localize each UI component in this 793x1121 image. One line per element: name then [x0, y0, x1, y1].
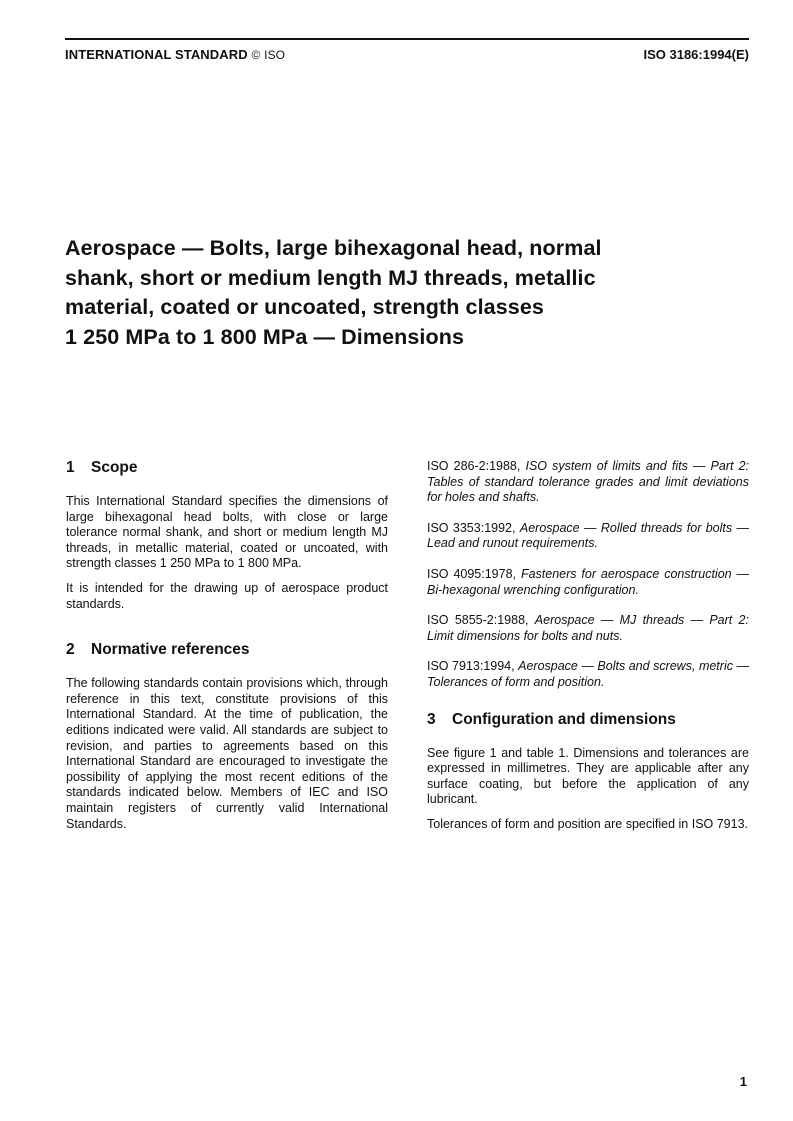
title-line: Aerospace — Bolts, large bihexagonal head, normal [65, 236, 602, 260]
reference-code: ISO 5855-2:1988, [427, 613, 529, 628]
reference-code: ISO 286-2:1988, [427, 459, 521, 473]
reference-title: Aerospace — MJ threads — Part 2: Limit dimensions for bolts and nuts. [427, 613, 749, 643]
header-rule [65, 38, 749, 40]
reference-code: ISO 3353:1992, [427, 520, 516, 535]
copyright-symbol: © [251, 48, 261, 62]
configuration-paragraph: Tolerances of form and position are specified in ISO 7913. [427, 816, 749, 831]
right-column [427, 459, 749, 842]
left-column [66, 458, 388, 841]
standard-type: INTERNATIONAL STANDARD [65, 47, 248, 62]
reference-item [427, 567, 749, 598]
reference-title: Aerospace — Rolled threads for bolts — Lead and runout requirements. [427, 520, 750, 551]
section-number: 1 [66, 459, 75, 476]
section-heading-configuration [427, 710, 749, 730]
reference-item [427, 613, 749, 644]
scope-paragraph: This International Standard specifies the dimensions of large bihexagonal head bolts, with close or large tolerance normal shank, and short or medium length MJ threads, in metallic material, coated or uncoated, with strength classes 1 250 MPa to 1 800 MPa. [66, 494, 388, 571]
section-number: 2 [66, 641, 75, 659]
reference-code: ISO 7913:1994, [427, 659, 515, 674]
scope-paragraph: It is intended for the drawing up of aerospace product standards. [66, 580, 388, 611]
section-title: Configuration and dimensions [452, 710, 676, 728]
reference-item [427, 459, 749, 506]
page-number: 1 [739, 1074, 747, 1089]
reference-item [427, 521, 749, 552]
reference-code: ISO 4095:1978, [427, 566, 517, 581]
section-heading-scope [66, 458, 388, 478]
document-number: ISO 3186:1994(E) [643, 47, 749, 62]
configuration-paragraph: See figure 1 and table 1. Dimensions and tolerances are expressed in millimetres. They are applicable after any surface coating, but before the application of any lubricant. [427, 745, 749, 807]
reference-item [427, 659, 749, 690]
copyright-org: ISO [264, 48, 286, 62]
section-heading-normative-references [66, 640, 388, 660]
reference-title: ISO system of limits and fits — Part 2: Tables of standard tolerance grades and limit deviations for holes and shafts. [427, 459, 749, 505]
section-title: Scope [91, 459, 138, 476]
reference-title: Aerospace — Bolts and screws, metric — Tolerances of form and position. [427, 659, 749, 689]
normative-paragraph: The following standards contain provisions which, through reference in this text, constitute provisions of this International Standard. At the time of publication, the editions indicated were valid. All standards are subject to revision, and parties to agreements based on this International Standard are encouraged to investigate the possibility of applying the most recent editions of the standards indicated below. Members of IEC and ISO maintain registers of currently valid International Standards. [66, 676, 388, 831]
header-standard-label [65, 47, 285, 62]
title-line: shank, short or medium length MJ threads, metallic [65, 265, 596, 290]
section-title: Normative references [91, 641, 250, 659]
document-title [65, 234, 745, 352]
title-line: material, coated or uncoated, strength classes [65, 295, 544, 319]
reference-title: Fasteners for aerospace construction — Bi-hexagonal wrenching configuration. [427, 566, 750, 597]
section-number: 3 [427, 710, 436, 728]
title-line: 1 250 MPa to 1 800 MPa — Dimensions [65, 324, 465, 349]
